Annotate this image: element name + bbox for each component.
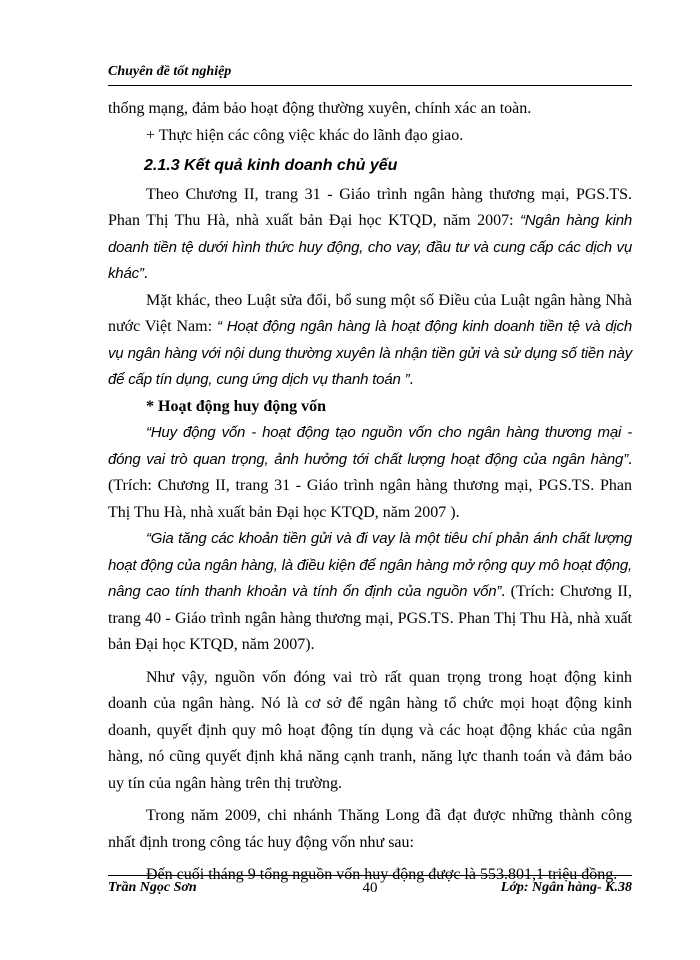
paragraph-deposit-growth xyxy=(108,526,632,659)
paragraph-capital-role-citation: . (Trích: Chương II, trang 31 - Giáo trình ngân hàng thương mại, PGS.TS. Phan Thị Thu Hà, nhà xuất bản Đại học KTQD, năm 2007 ). xyxy=(108,450,632,521)
paragraph-importance: Như vậy, nguồn vốn đóng vai trò rất quan trọng trong hoạt động kinh doanh của ngân hàng. Nó là cơ sở để ngân hàng tổ chức mọi hoạt động kinh doanh, quyết định quy mô hoạt động tín dụng và các hoạt động khác của ngân hàng, nó cũng quyết định khả năng cạnh tranh, năng lực thanh toán và đảm bảo uy tín của ngân hàng trên thị trường. xyxy=(108,668,632,792)
paragraph-network: thống mạng, đảm bảo hoạt động thường xuyên, chính xác an toàn. xyxy=(108,100,532,117)
header-divider xyxy=(108,85,632,86)
section-heading: 2.1.3 Kết quả kinh doanh chủ yếu xyxy=(144,157,398,174)
paragraph-definition-quote: “Ngân hàng kinh doanh tiền tệ dưới hình thức huy động, cho vay, đầu tư và cung cấp các dịch vụ khác” xyxy=(108,212,632,282)
footer-divider xyxy=(108,875,632,876)
page-number: 40 xyxy=(362,880,378,896)
paragraph-law-text: Mặt khác, theo Luật sửa đổi, bổ sung một số Điều của Luật ngân hàng Nhà nước Việt Nam: xyxy=(108,291,632,335)
paragraph-definition-text: Theo Chương II, trang 31 - Giáo trình ngân hàng thương mại, PGS.TS. Phan Thị Thu Hà, nhà xuất bản Đại học KTQD, năm 2007: xyxy=(108,185,632,229)
paragraph-law xyxy=(108,288,632,394)
paragraph-deposit-growth-citation: . (Trích: Chương II, trang 40 - Giáo trình ngân hàng thương mại, PGS.TS. Phan Thị Thu Hà, nhà xuất bản Đại học KTQD, năm 2007). xyxy=(108,583,632,653)
paragraph-deposit-growth-quote: “Gia tăng các khoản tiền gửi và đi vay là một tiêu chí phản ánh chất lượng hoạt động của ngân hàng, là điều kiện để ngân hàng mở rộng quy mô hoạt động, nâng cao tính thanh khoản và tính ổn định của nguồn vốn” xyxy=(108,530,632,600)
document-body xyxy=(108,96,632,889)
paragraph-capital-role xyxy=(108,420,632,526)
paragraph-definition xyxy=(108,182,632,288)
paragraph-2009: Trong năm 2009, chi nhánh Thăng Long đã đạt được những thành công nhất định trong công tác huy động vốn như sau: xyxy=(108,807,632,851)
page-header-title: Chuyên đề tốt nghiệp xyxy=(108,64,232,79)
footer-author: Trần Ngọc Sơn xyxy=(108,880,197,895)
paragraph-capital-role-quote: “Huy động vốn - hoạt động tạo nguồn vốn cho ngân hàng thương mại - đóng vai trò quan trọng, ảnh hưởng tới chất lượng hoạt động của ngân hàng” xyxy=(108,424,632,468)
paragraph-law-quote: “ Hoạt động ngân hàng là hoạt động kinh doanh tiền tệ và dịch vụ ngân hàng với nội dung thường xuyên là nhận tiền gửi và sử dụng số tiền này để cấp tín dụng, cung ứng dịch vụ thanh toán ” xyxy=(108,318,632,388)
subsection-heading: * Hoạt động huy động vốn xyxy=(146,397,327,415)
footer-class: Lớp: Ngân hàng- K.38 xyxy=(500,880,632,895)
paragraph-total-capital: Đến cuối tháng 9 tổng nguồn vốn huy động được là 553.801,1 triệu đồng. xyxy=(146,866,618,883)
paragraph-law-end: . xyxy=(409,371,414,388)
paragraph-other-tasks: + Thực hiện các công việc khác do lãnh đạo giao. xyxy=(146,126,464,144)
paragraph-definition-end: . xyxy=(143,265,148,282)
